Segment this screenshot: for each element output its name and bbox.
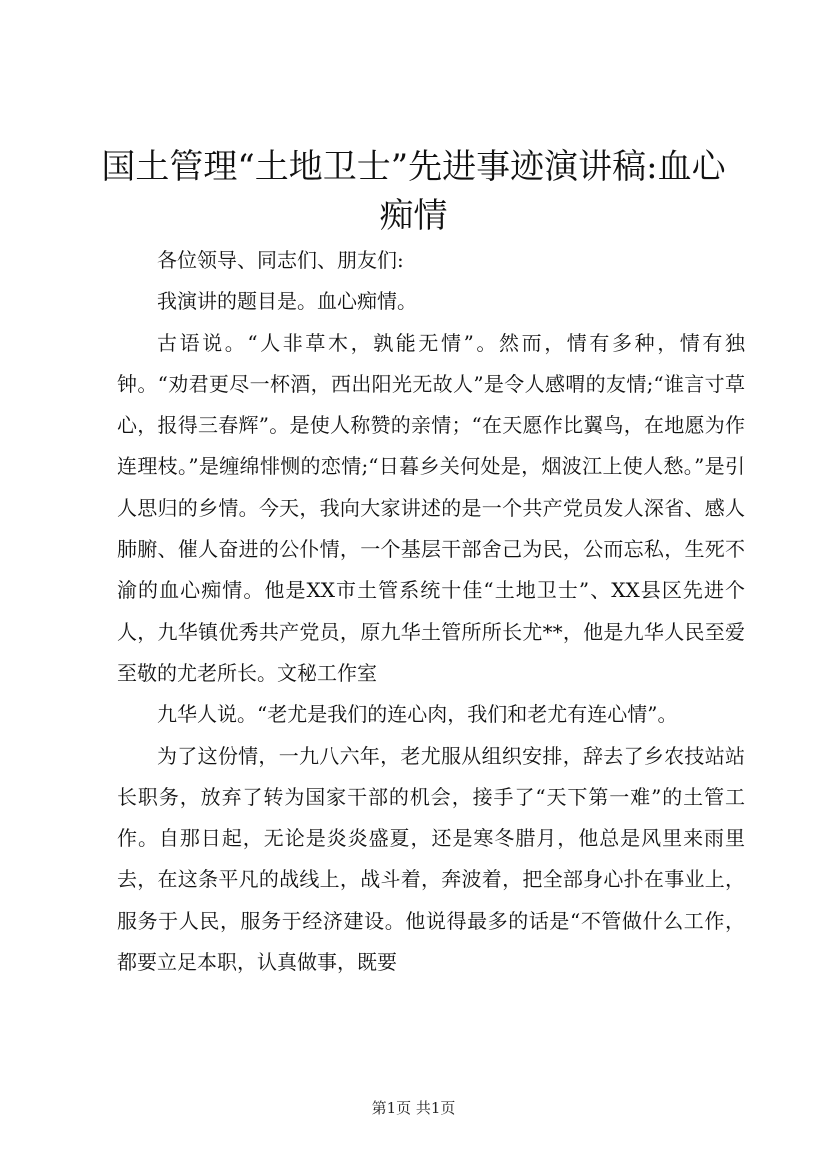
paragraph-intro: 古语说。“人非草木，孰能无情”。然而，情有多种，情有独钟。“劝君更尽一杯酒，西出阳光无故人”是令人感喟的友情;“谁言寸草心，报得三春辉”。是使人称赞的亲情；“在天愿作比翼鸟，在地愿为作连理枝。”是缠绵悱恻的恋情;“日暮乡关何处是，烟波江上使人愁。”是引人思归的乡情。今天，我向大家讲述的是一个共产党员发人深省、感人肺腑、催人奋进的公仆情，一个基层干部舍己为民，公而忘私，生死不渝的血心痴情。他是XX市土管系统十佳“土地卫士”、XX县区先进个人，九华镇优秀共产党员，原九华土管所所长尤**，他是九华人民至爱至敬的尤老所长。文秘工作室 [117, 330, 745, 685]
paragraph-story: 为了这份情，一九八六年，老尤服从组织安排，辞去了乡农技站站长职务，放弃了转为国家干部的机会，接手了“天下第一难”的土管工作。自那日起，无论是炎炎盛夏，还是寒冬腊月，他总是风里来雨里去，在这条平凡的战线上，战斗着，奔波着，把全部身心扑在事业上，服务于人民，服务于经济建设。他说得最多的话是“不管做什么工作，都要立足本职，认真做事，既要 [117, 743, 745, 975]
document-title: 国土管理“土地卫士”先进事迹演讲稿:血心痴情 [101, 147, 726, 236]
paragraph-topic: 我演讲的题目是。血心痴情。 [157, 289, 417, 314]
document-body [117, 240, 745, 983]
page-number-footer: 第1页 共1页 [371, 1099, 456, 1117]
paragraph-quote: 九华人说。“老尤是我们的连心肉，我们和老尤有连心情”。 [157, 702, 678, 727]
paragraph-salutation: 各位领导、同志们、朋友们: [157, 248, 404, 272]
